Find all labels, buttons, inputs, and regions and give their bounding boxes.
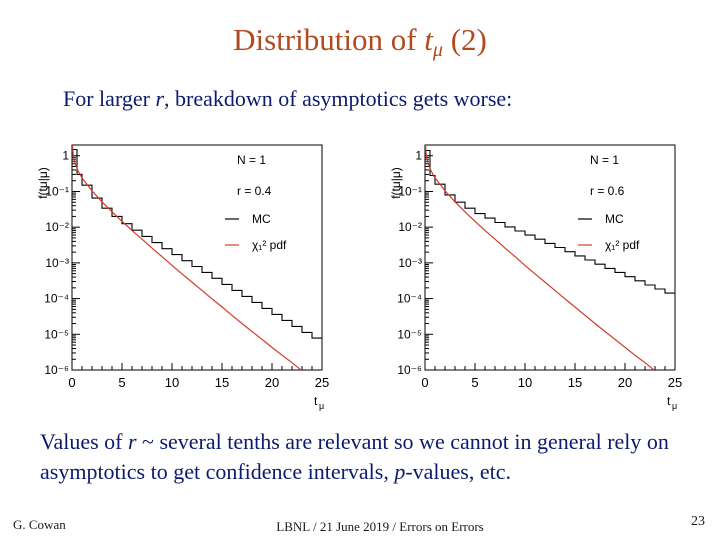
subtitle-variable: r (155, 86, 165, 111)
y-axis-label: f(tμ|μ) (389, 167, 403, 199)
y-axis-label: f(tμ|μ) (36, 167, 50, 199)
y-tick-label: 10⁻¹ (398, 184, 422, 199)
x-tick-label: 15 (214, 375, 230, 390)
x-tick-label: 20 (617, 375, 633, 390)
title-text: Distribution of (233, 22, 425, 57)
x-tick-label: 10 (164, 375, 180, 390)
histogram-plot-right (385, 130, 690, 415)
x-axis-label-sub: μ (672, 401, 678, 411)
mc-histogram-line (425, 151, 675, 294)
slide-subtitle (63, 86, 512, 112)
x-tick-label: 20 (264, 375, 280, 390)
x-axis-label: t (314, 394, 318, 408)
y-tick-label: 10⁻⁵ (397, 327, 422, 342)
title-variable: t (424, 22, 433, 57)
body-text-1: Values of (40, 429, 128, 454)
y-tick-label: 10⁻⁶ (44, 363, 69, 377)
x-tick-label: 5 (471, 375, 479, 390)
footer-center: LBNL / 21 June 2019 / Errors on Errors (276, 519, 484, 534)
y-tick-label: 10⁻⁶ (397, 363, 422, 377)
x-axis-label-sub: μ (319, 401, 325, 411)
y-tick-label: 10⁻² (45, 220, 69, 235)
histogram-plot-left (32, 130, 337, 415)
y-tick-label: 1 (62, 148, 69, 163)
x-tick-label: 15 (567, 375, 583, 390)
page-number: 23 (691, 514, 705, 529)
chi2-pdf-line (72, 140, 302, 371)
legend-chi2-label: χ₁² pdf (252, 238, 287, 252)
x-tick-label: 5 (118, 375, 126, 390)
legend-r: r = 0.4 (237, 184, 272, 198)
y-tick-label: 10⁻⁴ (44, 291, 69, 306)
y-tick-label: 10⁻³ (398, 255, 422, 270)
x-tick-label: 25 (314, 375, 330, 390)
slide-body-text (40, 427, 690, 487)
x-tick-label: 10 (517, 375, 533, 390)
subtitle-suffix: , breakdown of asymptotics gets worse: (164, 86, 513, 111)
plot-frame (425, 145, 675, 370)
x-tick-label: 0 (421, 375, 429, 390)
title-suffix: (2) (442, 22, 487, 57)
y-tick-label: 10⁻⁴ (397, 291, 422, 306)
legend-mc-label: MC (252, 212, 271, 226)
slide-title (0, 22, 720, 62)
y-tick-label: 10⁻² (398, 220, 422, 235)
body-text-2: ~ several tenths are relevant so we cannot in general rely on asymptotics to get confidence intervals, (40, 429, 669, 484)
footer-author: G. Cowan (13, 517, 66, 532)
y-tick-label: 10⁻³ (45, 255, 69, 270)
y-tick-label: 1 (415, 148, 422, 163)
title-subscript: μ (432, 39, 443, 61)
subtitle-text: For larger (63, 86, 156, 111)
y-tick-label: 10⁻⁵ (44, 327, 69, 342)
legend-chi2-label: χ₁² pdf (605, 238, 640, 252)
chi2-pdf-line (425, 140, 655, 371)
body-text-3: -values, etc. (405, 459, 512, 484)
body-variable-r: r (127, 429, 137, 454)
legend-r: r = 0.6 (590, 184, 625, 198)
x-axis-label: t (667, 394, 671, 408)
legend-n: N = 1 (590, 153, 620, 167)
x-tick-label: 25 (667, 375, 683, 390)
x-tick-label: 0 (68, 375, 76, 390)
legend-mc-label: MC (605, 212, 624, 226)
legend-n: N = 1 (237, 153, 267, 167)
plot-frame (72, 145, 322, 370)
body-variable-p: p (394, 459, 406, 484)
y-tick-label: 10⁻¹ (45, 184, 69, 199)
